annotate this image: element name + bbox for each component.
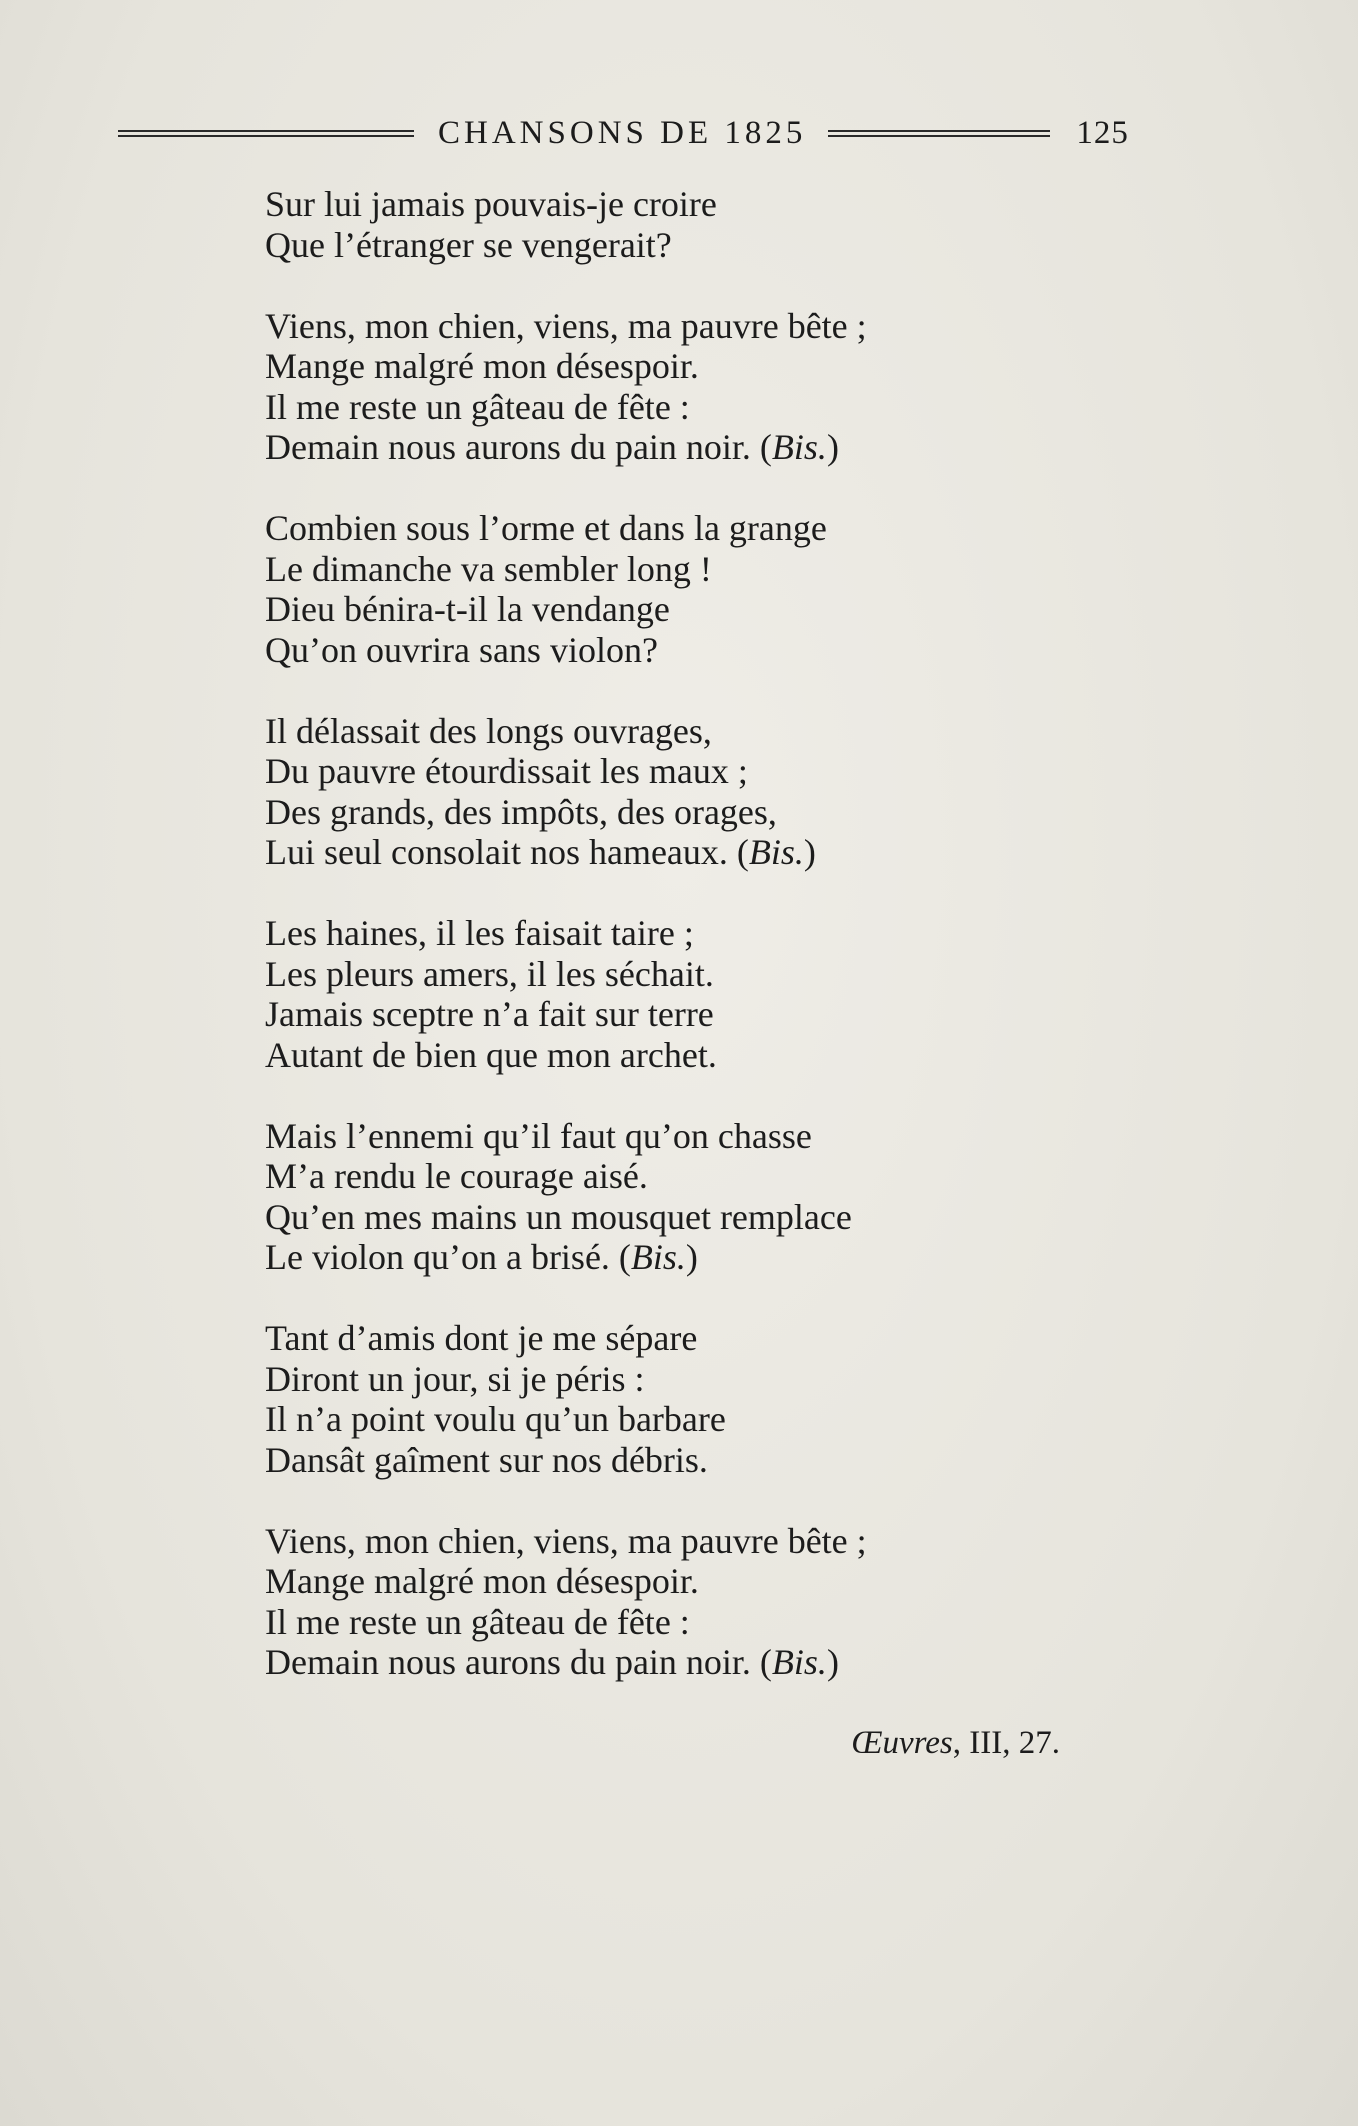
stanza <box>265 1116 1165 1278</box>
verse-line <box>265 387 1165 428</box>
verse-line <box>265 427 1165 468</box>
verse-text: Demain nous aurons du pain noir. ( <box>265 1642 772 1682</box>
verse-text: Autant de bien que mon archet. <box>265 1034 717 1075</box>
refrain-marker: Bis. <box>771 1642 827 1682</box>
verse-text: Il n’a point voulu qu’un barbare <box>265 1399 726 1439</box>
page-number: 125 <box>1076 114 1129 151</box>
verse-text: Mais l’ennemi qu’il faut qu’on chasse <box>265 1115 812 1156</box>
verse-line <box>265 832 1165 873</box>
header-rule-right <box>828 130 1050 137</box>
refrain-marker-close: ) <box>803 832 816 872</box>
refrain-marker-close: ) <box>826 427 839 467</box>
stanza <box>265 306 1165 468</box>
verse-line <box>265 1035 1165 1076</box>
refrain-marker-close: ) <box>685 1237 698 1277</box>
verse-text: Jamais sceptre n’a fait sur terre <box>265 994 714 1034</box>
verse-line <box>265 994 1165 1035</box>
verse-line <box>265 751 1165 792</box>
verse-text: Il me reste un gâteau de fête : <box>265 386 690 427</box>
verse-text: Mange malgré mon désespoir. <box>265 1561 699 1601</box>
verse-text: Demain nous aurons du pain noir. ( <box>265 427 772 467</box>
verse-text: Du pauvre étourdissait les maux ; <box>265 751 748 791</box>
verse-line <box>265 1156 1165 1197</box>
verse-text: Que l’étranger se vengerait? <box>265 224 672 265</box>
verse-line <box>265 711 1165 752</box>
verse-text: Viens, mon chien, viens, ma pauvre bête ; <box>265 1520 867 1561</box>
verse-line <box>265 346 1165 387</box>
verse-line <box>265 1116 1165 1157</box>
verse-line <box>265 1237 1165 1278</box>
verse-text: Le dimanche va sembler long ! <box>265 548 712 589</box>
verse-text: Viens, mon chien, viens, ma pauvre bête ; <box>265 305 867 346</box>
verse-line <box>265 549 1165 590</box>
verse-text: Il délassait des longs ouvrages, <box>265 710 712 751</box>
verse-text: Combien sous l’orme et dans la grange <box>265 508 827 548</box>
header-rule-left <box>118 130 414 137</box>
verse-line <box>265 792 1165 833</box>
verse-line <box>265 1602 1165 1643</box>
verse-text: Le violon qu’on a brisé. ( <box>265 1237 631 1277</box>
verse-line <box>265 1440 1165 1481</box>
verse-line <box>265 508 1165 549</box>
verse-line <box>265 954 1165 995</box>
verse-line <box>265 1359 1165 1400</box>
stanza <box>265 508 1165 670</box>
source-citation <box>600 1723 1060 1763</box>
poem-body <box>265 184 1165 1723</box>
verse-text: Il me reste un gâteau de fête : <box>265 1601 690 1642</box>
refrain-marker: Bis. <box>771 427 827 467</box>
verse-text: M’a rendu le courage aisé. <box>265 1156 648 1196</box>
verse-line <box>265 225 1165 266</box>
source-reference: , III, 27. <box>952 1725 1060 1761</box>
stanza <box>265 184 1165 265</box>
refrain-marker: Bis. <box>748 832 804 872</box>
source-work: Œuvres <box>851 1725 953 1761</box>
verse-text: Qu’en mes mains un mousquet remplace <box>265 1196 852 1237</box>
verse-text: Des grands, des impôts, des orages, <box>265 791 777 832</box>
verse-text: Lui seul consolait nos hameaux. ( <box>265 832 749 872</box>
verse-line <box>265 1197 1165 1238</box>
verse-line <box>265 1399 1165 1440</box>
refrain-marker: Bis. <box>630 1237 686 1277</box>
verse-line <box>265 306 1165 347</box>
page-header <box>118 108 1178 158</box>
stanza <box>265 913 1165 1075</box>
verse-text: Les pleurs amers, il les séchait. <box>265 953 714 994</box>
refrain-marker-close: ) <box>826 1642 839 1682</box>
verse-text: Tant d’amis dont je me sépare <box>265 1318 698 1358</box>
verse-text: Mange malgré mon désespoir. <box>265 346 699 386</box>
stanza <box>265 711 1165 873</box>
verse-line <box>265 1642 1165 1683</box>
stanza <box>265 1521 1165 1683</box>
verse-line <box>265 589 1165 630</box>
verse-line <box>265 1521 1165 1562</box>
verse-line <box>265 1318 1165 1359</box>
verse-line <box>265 1561 1165 1602</box>
verse-line <box>265 184 1165 225</box>
verse-text: Les haines, il les faisait taire ; <box>265 913 694 953</box>
verse-text: Dieu bénira-t-il la vendange <box>265 589 670 629</box>
verse-text: Sur lui jamais pouvais-je croire <box>265 184 717 224</box>
verse-line <box>265 913 1165 954</box>
verse-text: Dansât gaîment sur nos débris. <box>265 1439 708 1480</box>
verse-text: Qu’on ouvrira sans violon? <box>265 629 658 670</box>
verse-text: Diront un jour, si je péris : <box>265 1358 645 1399</box>
stanza <box>265 1318 1165 1480</box>
running-title: CHANSONS DE 1825 <box>438 114 807 151</box>
verse-line <box>265 630 1165 671</box>
